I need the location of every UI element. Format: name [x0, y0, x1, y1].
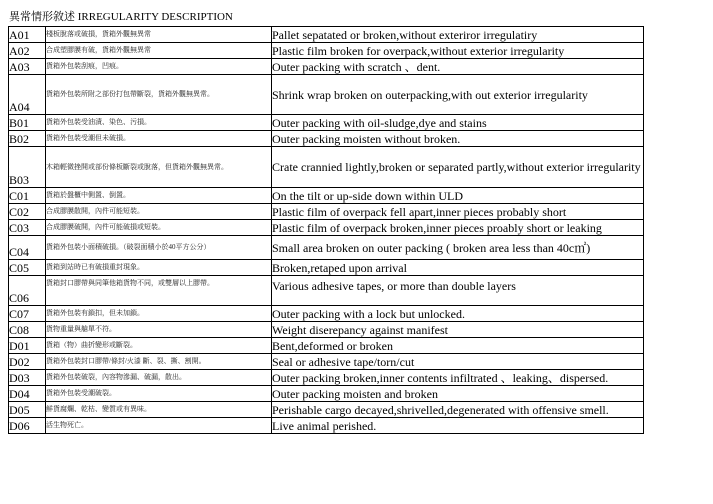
row-chinese-description: 貨箱外包裝受潮但未破損。 [46, 131, 272, 147]
row-english-description: Live animal perished. [272, 418, 644, 434]
row-code: C03 [9, 220, 46, 236]
row-chinese-description: 貨箱外包裝受潮破裂。 [46, 386, 272, 402]
table-row [9, 236, 644, 260]
table-row [9, 402, 644, 418]
row-chinese-description: 貨箱外包裝所附之部份打包帶斷裂，貨箱外觀無異常。 [46, 75, 272, 115]
table-row [9, 59, 644, 75]
row-chinese-description: 棧板脫落或破損，貨箱外觀無異常 [46, 27, 272, 43]
table-row [9, 147, 644, 188]
row-english-description: Seal or adhesive tape/torn/cut [272, 354, 644, 370]
table-row [9, 75, 644, 115]
row-code: C02 [9, 204, 46, 220]
table-row [9, 188, 644, 204]
row-chinese-description: 貨箱於盤櫃中側置、倒置。 [46, 188, 272, 204]
table-row [9, 115, 644, 131]
row-code: A02 [9, 43, 46, 59]
row-code: D01 [9, 338, 46, 354]
row-chinese-description: 貨物重量與艙單不符。 [46, 322, 272, 338]
row-code: B03 [9, 147, 46, 188]
row-chinese-description: 貨箱外包裝小面積破損。（破裂面積小於40平方公分） [46, 236, 272, 260]
row-english-description: Outer packing with oil-sludge,dye and stains [272, 115, 644, 131]
row-chinese-description: 貨箱外包裝破裂，內容物滲漏、破漏，散出。 [46, 370, 272, 386]
row-code: D04 [9, 386, 46, 402]
row-chinese-description: 合成膠膜散開，內件可能短裝。 [46, 204, 272, 220]
irregularity-table [8, 26, 644, 434]
row-english-description: Pallet sepatated or broken,without exteriror irregulatiry [272, 27, 644, 43]
row-english-description: On the tilt or up-side down within ULD [272, 188, 644, 204]
table-row [9, 43, 644, 59]
table-row [9, 370, 644, 386]
table-row [9, 322, 644, 338]
table-row [9, 306, 644, 322]
row-code: C07 [9, 306, 46, 322]
row-code: D02 [9, 354, 46, 370]
row-code: C01 [9, 188, 46, 204]
row-english-description: Various adhesive tapes, or more than double layers [272, 276, 644, 306]
row-code: A03 [9, 59, 46, 75]
row-code: C08 [9, 322, 46, 338]
row-english-description: Small area broken on outer packing ( broken area less than 40c㎡) [272, 236, 644, 260]
row-code: A04 [9, 75, 46, 115]
row-english-description: Outer packing with a lock but unlocked. [272, 306, 644, 322]
table-row [9, 204, 644, 220]
row-code: D05 [9, 402, 46, 418]
table-row [9, 354, 644, 370]
row-english-description: Plastic film broken for overpack,without exterior irregularity [272, 43, 644, 59]
row-chinese-description: 貨箱外包裝受油漬、染色、污損。 [46, 115, 272, 131]
row-english-description: Crate crannied lightly,broken or separated partly,without exterior irregularity [272, 147, 644, 188]
row-english-description: Outer packing with scratch 、dent. [272, 59, 644, 75]
page-title: 異常情形敘述 IRREGULARITY DESCRIPTION [9, 11, 233, 23]
table-row [9, 386, 644, 402]
row-english-description: Outer packing moisten and broken [272, 386, 644, 402]
row-code: D06 [9, 418, 46, 434]
row-english-description: Plastic film of overpack fell apart,inner pieces probably short [272, 204, 644, 220]
row-english-description: Perishable cargo decayed,shrivelled,degenerated with offensive smell. [272, 402, 644, 418]
row-code: C06 [9, 276, 46, 306]
row-english-description: Plastic film of overpack broken,inner pieces proably short or leaking [272, 220, 644, 236]
row-english-description: Weight diserepancy against manifest [272, 322, 644, 338]
table-row [9, 27, 644, 43]
row-code: B02 [9, 131, 46, 147]
row-english-description: Broken,retaped upon arrival [272, 260, 644, 276]
row-chinese-description: 合成塑膠膜有破，貨箱外觀無異常 [46, 43, 272, 59]
row-code: B01 [9, 115, 46, 131]
row-chinese-description: 貨箱到站時已有破損重封現象。 [46, 260, 272, 276]
table-row [9, 338, 644, 354]
row-chinese-description: 鮮貨腐爛、乾枯、變質或有異味。 [46, 402, 272, 418]
row-code: A01 [9, 27, 46, 43]
row-chinese-description: 貨箱外包裝刮痕，凹痕。 [46, 59, 272, 75]
table-row [9, 418, 644, 434]
row-english-description: Outer packing moisten without broken. [272, 131, 644, 147]
row-chinese-description: 木箱輕微挫開或部份條板斷裂或脫落，但貨箱外觀無異常。 [46, 147, 272, 188]
row-chinese-description: 合成膠膜破開，內件可能破損或短裝。 [46, 220, 272, 236]
row-english-description: Bent,deformed or broken [272, 338, 644, 354]
table-row [9, 260, 644, 276]
row-english-description: Shrink wrap broken on outerpacking,with out exterior irregularity [272, 75, 644, 115]
row-chinese-description: 貨箱（物）曲折變形或斷裂。 [46, 338, 272, 354]
row-chinese-description: 活生物死亡。 [46, 418, 272, 434]
row-chinese-description: 貨箱外包裝有鎖扣，但未加鎖。 [46, 306, 272, 322]
row-code: C05 [9, 260, 46, 276]
table-row [9, 276, 644, 306]
table-row [9, 131, 644, 147]
row-code: C04 [9, 236, 46, 260]
row-english-description: Outer packing broken,inner contents infiltrated 、leaking、dispersed. [272, 370, 644, 386]
row-code: D03 [9, 370, 46, 386]
row-chinese-description: 貨箱封口膠帶與同筆他箱貨物不同，或雙層以上膠帶。 [46, 276, 272, 306]
table-row [9, 220, 644, 236]
row-chinese-description: 貨箱外包裝封口膠帶/條封/火漆 斷、裂、撕、割開。 [46, 354, 272, 370]
